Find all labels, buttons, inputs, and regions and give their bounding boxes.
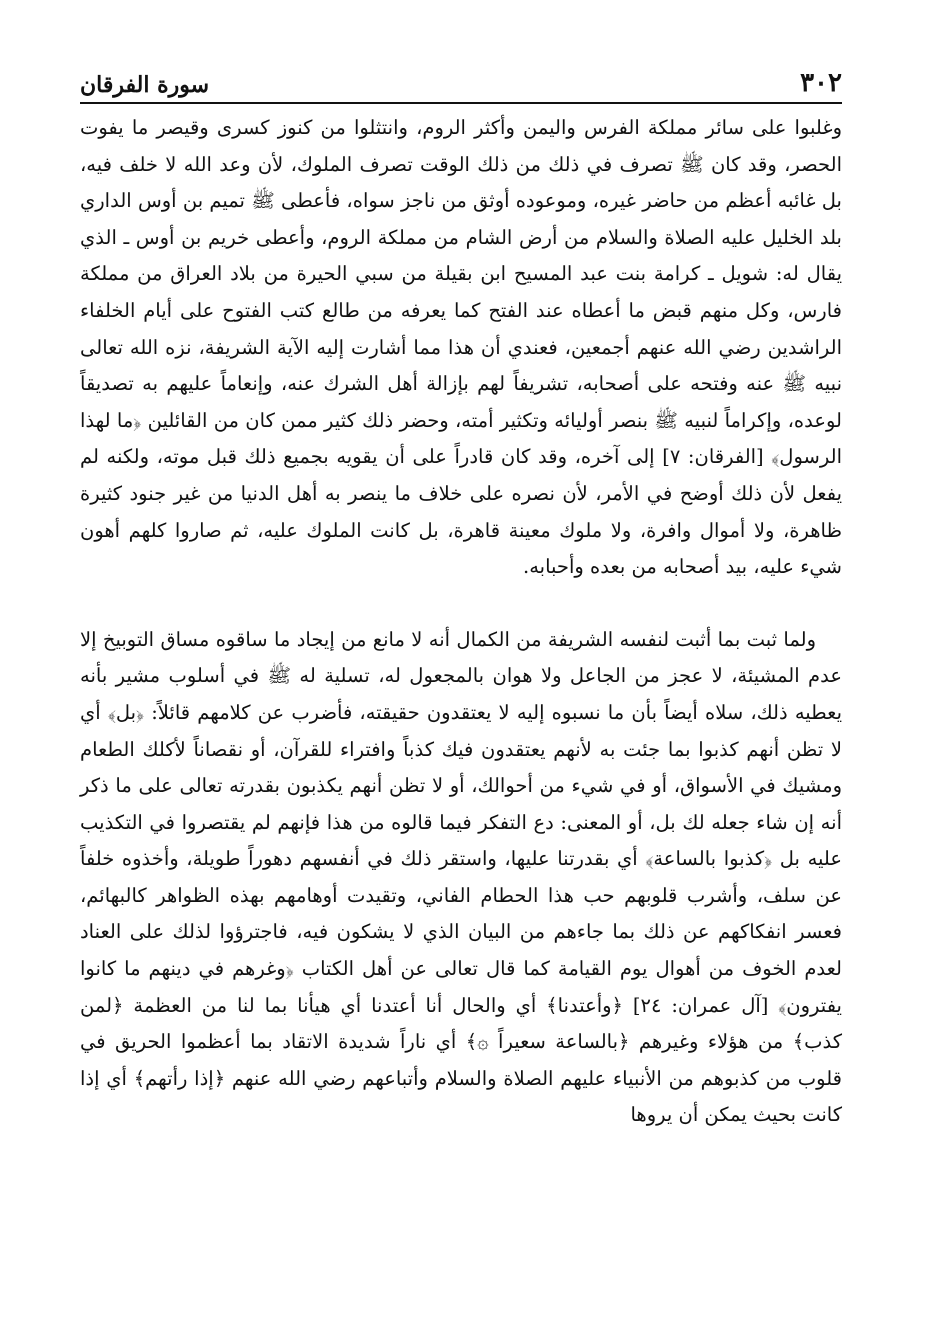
running-title: سورة الفرقان [80,72,210,98]
page-number: ٣٠٢ [800,68,842,98]
page-header [80,58,842,104]
page-body [80,110,842,1134]
paragraph: وغلبوا على سائر مملكة الفرس واليمن وأكثر الروم، وانتثلوا من كنوز كسرى وقيصر ما يفوت الحصر، وقد كان ﷺ تصرف في ذلك من ذلك الوقت تصرف الملوك، لأن وعد الله لا خلف فيه، بل غائبه أعظم من حاضر غيره، وموعوده أوثق من ناجز سواه، فأعطى ﷺ تميم بن أوس الداري بلد الخليل عليه الصلاة والسلام من أرض الشام من مملكة الروم، وأعطى خريم بن أوس ـ الذي يقال له: شويل ـ كرامة بنت عبد المسيح ابن بقيلة من سبي الحيرة من بلاد العراق من مملكة فارس، وكل منهم قبض ما أعطاه عند الفتح كما يعرفه من طالع كتب الفتوح على أيام الخلفاء الراشدين رضي الله عنهم أجمعين، فعندي أن هذا مما أشارت إليه الآية الشريفة، نزه الله تعالى نبيه ﷺ عنه وفتحه على أصحابه، تشريفاً لهم بإزالة أهل الشرك عنه، وإنعاماً عليهم به تصديقاً لوعده، وإكراماً لنبيه ﷺ بنصر أوليائه وتكثير أمته، وحضر ذلك كثير ممن كان من القائلين ﴿ما لهذا الرسول﴾ [الفرقان: ٧] إلى آخره، وقد كان قادراً على أن يقويه بجميع ذلك قبل موته، ولكنه لم يفعل لأن ذلك أوضح في الأمر، لأن نصره على خلاف ما ينصر به أهل الدنيا من غير جنود كثيرة ظاهرة، ولا أموال وافرة، ولا ملوك معينة قاهرة، بل كانت الملوك عليه، ثم صاروا كلهم أهون شيء عليه، بيد أصحابه من بعده وأحبابه. [80,116,842,579]
paragraph: ولما ثبت بما أثبت لنفسه الشريفة من الكمال أنه لا مانع من إيجاد ما ساقوه مساق التوبيخ إلا عدم المشيئة، لا عجز من الجاعل ولا هوان بالمجعول له، تسلية له ﷺ في أسلوب مشير بأنه يعطيه ذلك، سلاه أيضاً بأن ما نسبوه إليه لا يعتقدون حقيقته، فأضرب عن كلامهم قائلاً: ﴿بل﴾ أي لا تظن أنهم كذبوا بما جئت به لأنهم يعتقدون فيك كذباً وافتراء للقرآن، أو نقصاناً لأكلك الطعام ومشيك في الأسواق، أو في شيء من أحوالك، أو لا تظن أنهم يكذبون بقدرته تعالى على ما ذكر أنه إن شاء جعله لك بل، أو المعنى: دع التفكر فيما قالوه من هذا فإنهم لم يقتصروا في التكذيب عليه بل ﴿كذبوا بالساعة﴾ أي بقدرتنا عليها، واستقر ذلك في أنفسهم دهوراً طويلة، وأخذوه خلفاً عن سلف، وأشرب قلوبهم حب هذا الحطام الفاني، وتقيدت أوهامهم بهذه الظواهر كالبهائم، فعسر انفكاكهم عن ذلك بما جاءهم من البيان الذي لا يشكون فيه، فاجترؤوا لذلك على العناد لعدم الخوف من أهوال يوم القيامة كما قال تعالى عن أهل الكتاب ﴿وغرهم في دينهم ما كانوا يفترون﴾ [آل عمران: ٢٤] ﴿وأعتدنا﴾ أي والحال أنا أعتدنا أي هيأنا بما لنا من العظمة ﴿لمن كذب﴾ من هؤلاء وغيرهم ﴿بالساعة سعيراً ۞﴾ أي ناراً شديدة الاتقاد بما أعظموا الحريق في قلوب من كذبوهم من الأنبياء عليهم الصلاة والسلام وأتباعهم رضي الله عنهم ﴿إذا رأتهم﴾ أي إذا كانت بحيث يمكن أن يروها [80,627,842,1127]
